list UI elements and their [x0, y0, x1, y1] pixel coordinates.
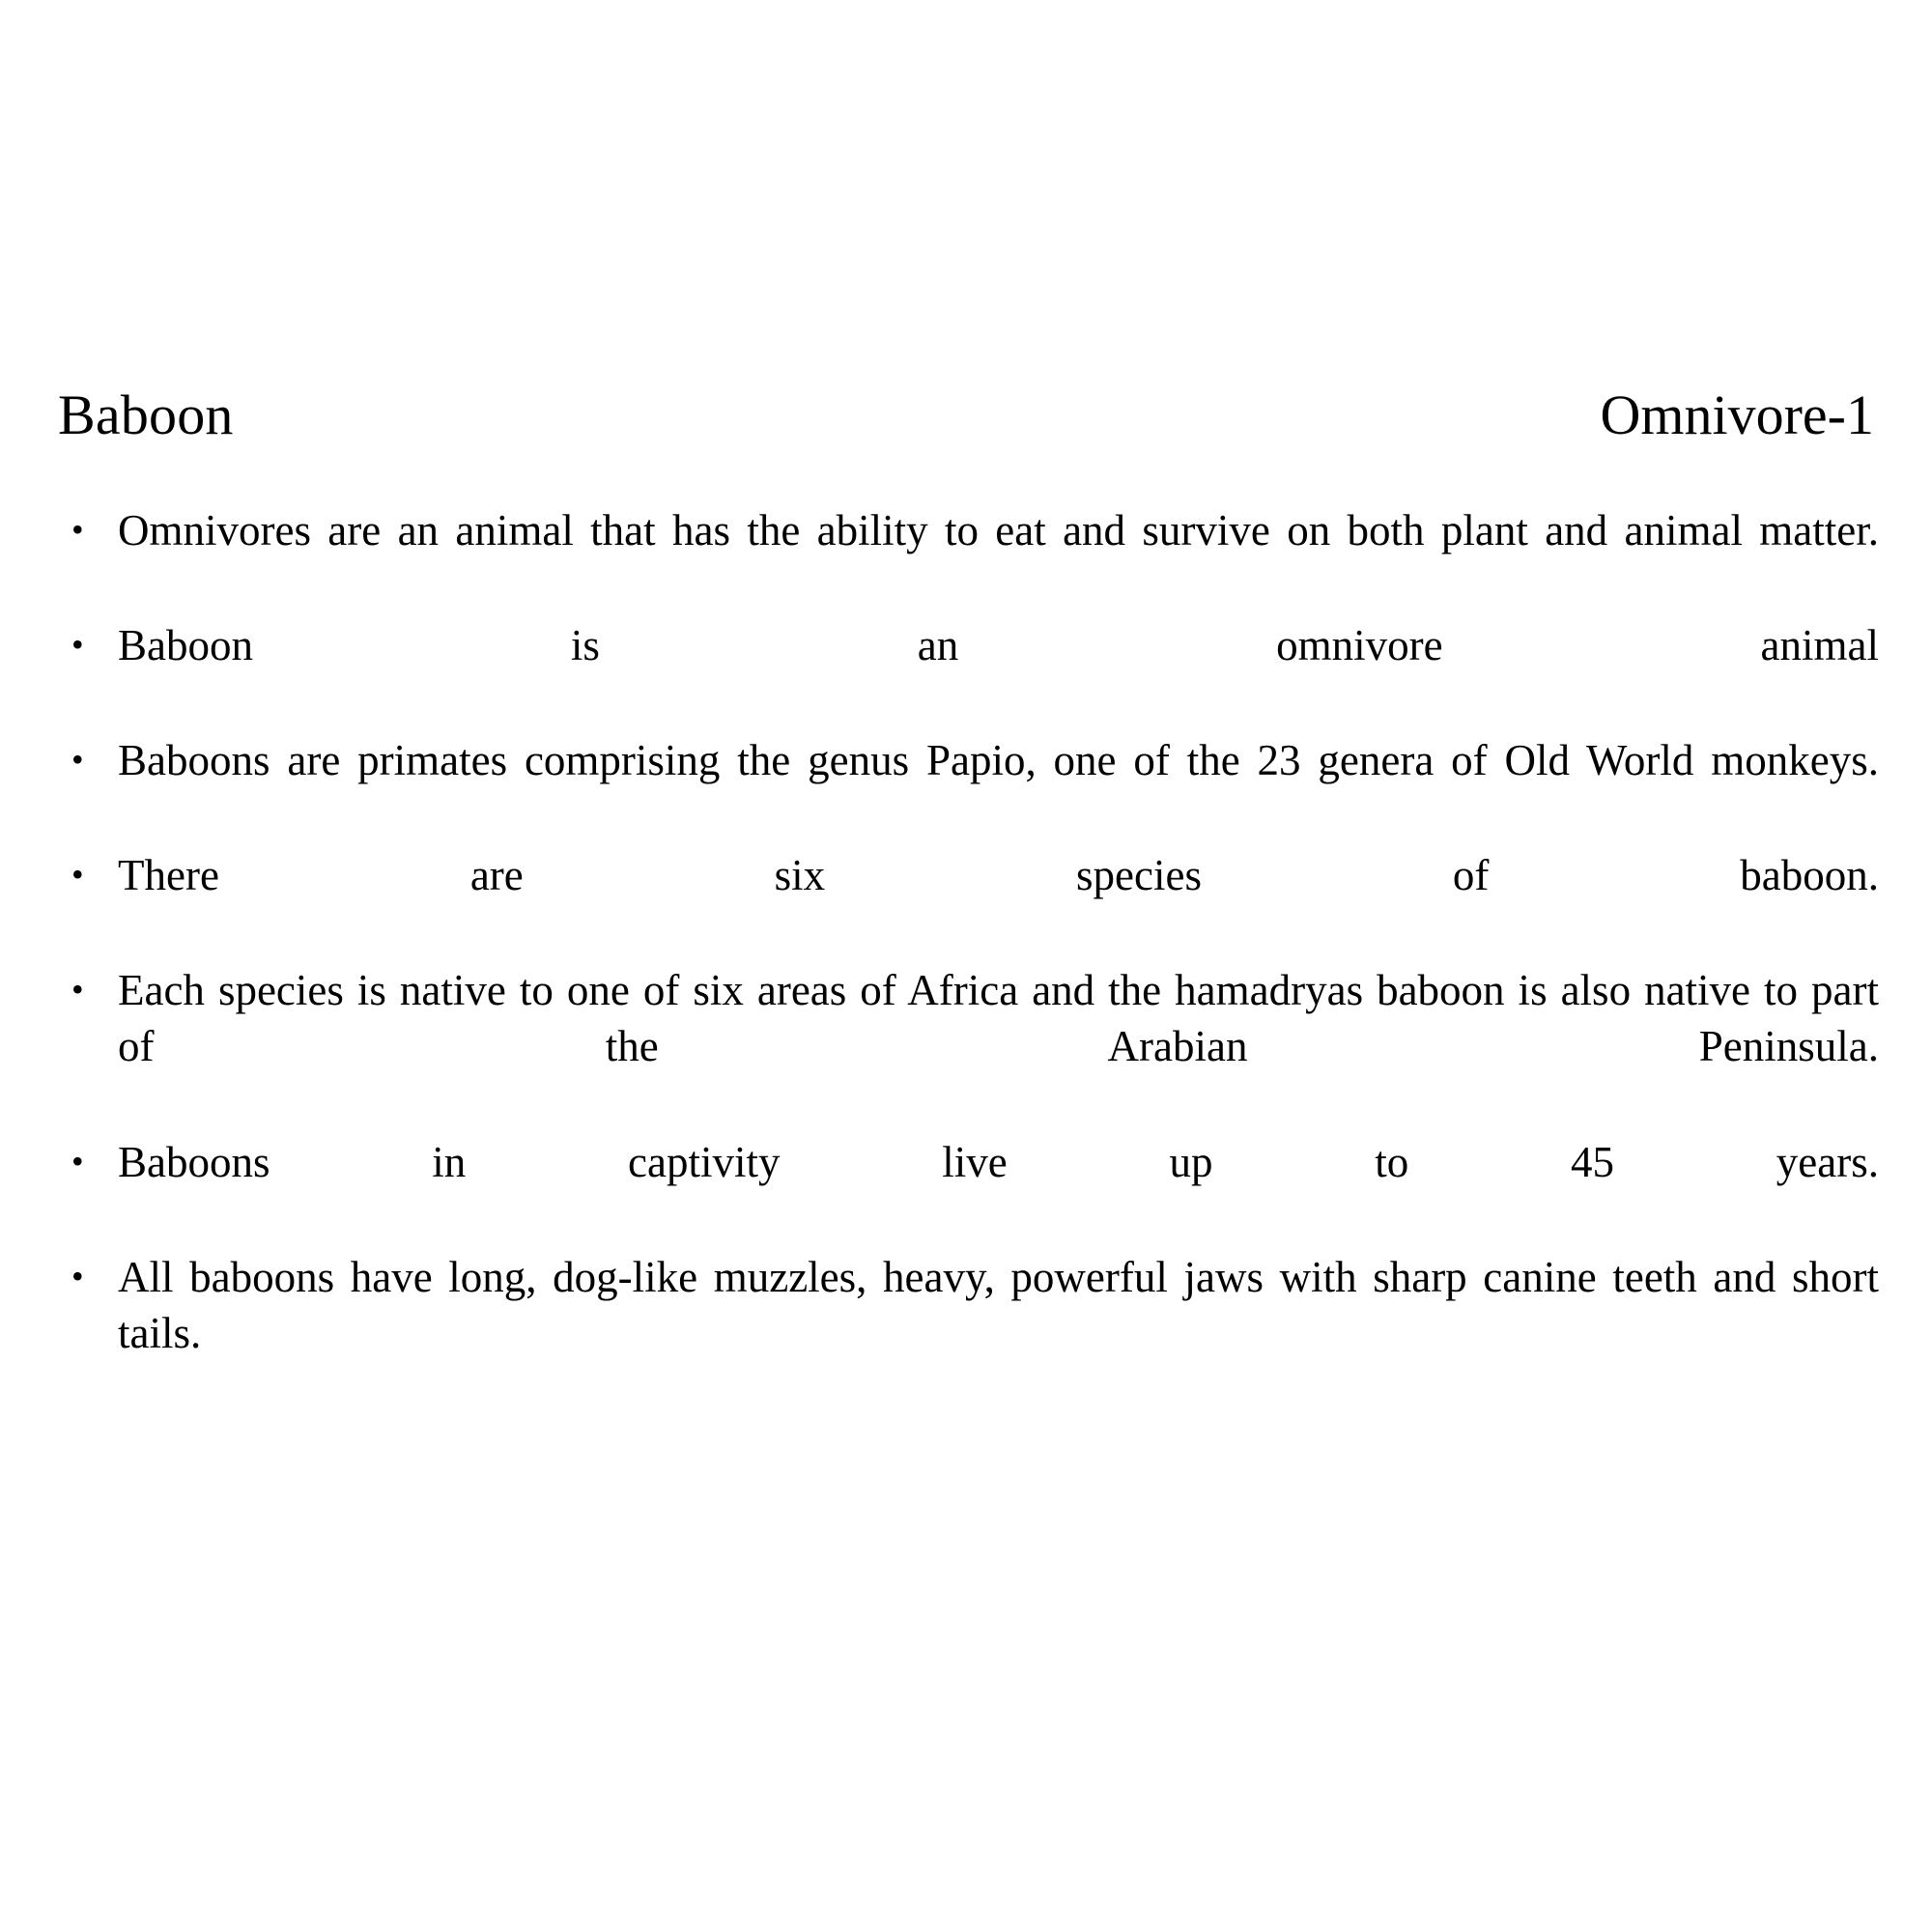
list-item-text: All baboons have long, dog-like muzzles, heavy, powerful jaws with sharp canine teeth and short tails.	[118, 1252, 1879, 1357]
list-item	[58, 617, 1879, 729]
bullet-dot-icon: •	[71, 625, 84, 665]
bullet-dot-icon: •	[71, 740, 84, 780]
list-item	[58, 1249, 1879, 1417]
list-item-text: Baboons are primates comprising the genus Papio, one of the 23 genera of Old World monkeys.	[118, 736, 1879, 785]
list-item-text: There are six species of baboon.	[118, 851, 1879, 900]
list-item-text: Baboon is an omnivore animal	[118, 621, 1879, 670]
list-item	[58, 502, 1879, 614]
slide-number-label: Omnivore-1	[1600, 384, 1874, 446]
bullet-dot-icon: •	[71, 510, 84, 549]
list-item	[58, 732, 1879, 844]
list-item-text: Each species is native to one of six areas of Africa and the hamadryas baboon is also native to part of the Arabian Peninsula.	[118, 966, 1879, 1071]
list-item	[58, 847, 1879, 959]
bullet-dot-icon: •	[71, 855, 84, 895]
bullet-dot-icon: •	[71, 1256, 84, 1295]
list-item	[58, 1134, 1879, 1246]
list-item-text: Baboons in captivity live up to 45 years.	[118, 1137, 1879, 1186]
slide-header	[58, 386, 1874, 445]
bullet-dot-icon: •	[71, 970, 84, 1009]
bullet-list	[58, 502, 1879, 1420]
page-title: Baboon	[58, 384, 234, 446]
bullet-dot-icon: •	[71, 1141, 84, 1180]
list-item	[58, 962, 1879, 1130]
list-item-text: Omnivores are an animal that has the ability to eat and survive on both plant and animal matter.	[118, 506, 1879, 554]
